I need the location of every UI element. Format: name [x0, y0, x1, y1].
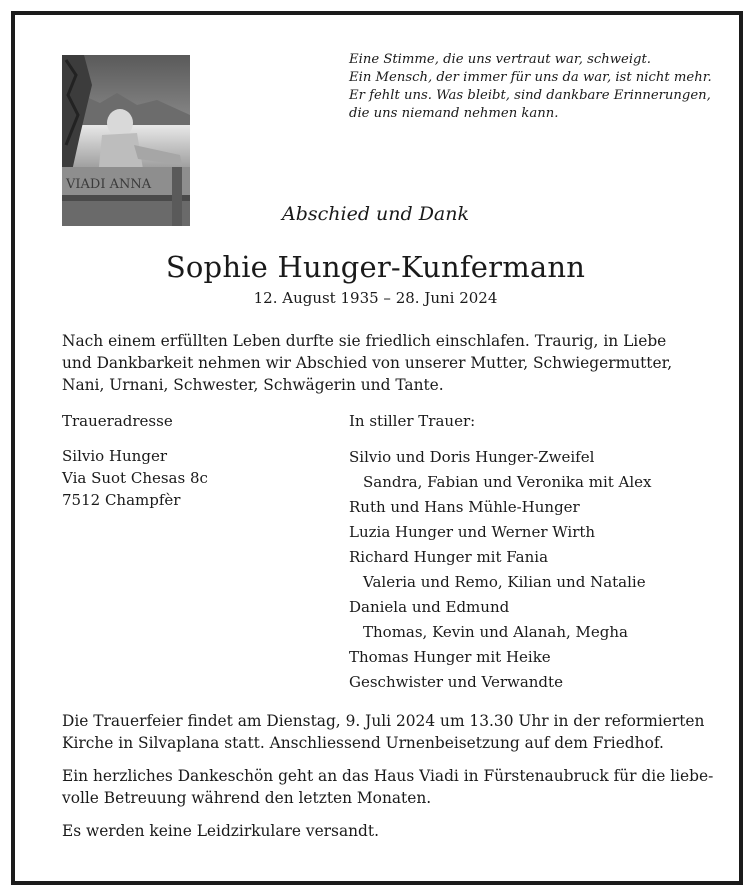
mourner-line: Thomas, Kevin und Alanah, Megha	[363, 623, 628, 641]
address-heading: Traueradresse	[62, 412, 173, 430]
intro-paragraph	[62, 330, 672, 396]
thanks-line: Ein herzliches Dankeschön geht an das Haus Viadi in Fürstenaubruck für die liebe-	[62, 767, 714, 785]
address-line: Silvio Hunger	[62, 447, 167, 465]
portrait-photo	[62, 55, 190, 226]
intro-line: Nach einem erfüllten Leben durfte sie friedlich einschlafen. Traurig, in Liebe	[62, 332, 667, 350]
portrait-photo-graphic	[62, 55, 190, 226]
thanks-line: volle Betreuung während den letzten Monaten.	[62, 789, 432, 807]
address-line: Via Suot Chesas 8c	[62, 469, 208, 487]
intro-line: und Dankbarkeit nehmen wir Abschied von unserer Mutter, Schwiegermutter,	[62, 354, 673, 372]
ceremony-line: Die Trauerfeier findet am Dienstag, 9. Juli 2024 um 13.30 Uhr in der reformierten	[62, 712, 705, 730]
life-dates: 12. August 1935 – 28. Juni 2024	[253, 289, 498, 307]
mourner-line: Valeria und Remo, Kilian und Natalie	[363, 573, 646, 591]
mourner-line: Geschwister und Verwandte	[349, 673, 563, 691]
poem-line: Eine Stimme, die uns vertraut war, schweigt.	[349, 52, 651, 67]
poem-line: die uns niemand nehmen kann.	[349, 106, 559, 121]
bench-engraving: VIADI ANNA	[66, 177, 152, 192]
ceremony-paragraph	[62, 710, 704, 754]
deceased-name: Sophie Hunger-Kunfermann	[165, 250, 586, 284]
mourner-line: Luzia Hunger und Werner Wirth	[349, 523, 596, 541]
closing-note: Es werden keine Leidzirkulare versandt.	[62, 822, 379, 840]
ceremony-line: Kirche in Silvaplana statt. Anschliessend Urnenbeisetzung auf dem Friedhof.	[62, 734, 664, 752]
mourner-line: Thomas Hunger mit Heike	[349, 648, 551, 666]
mourning-address	[62, 412, 208, 511]
subtitle: Abschied und Dank	[281, 203, 470, 225]
mourners-heading: In stiller Trauer:	[349, 412, 476, 430]
mourner-line: Daniela und Edmund	[349, 598, 510, 616]
thanks-paragraph	[62, 765, 713, 809]
address-line: 7512 Champfèr	[62, 491, 181, 509]
poem-line: Er fehlt uns. Was bleibt, sind dankbare Erinnerungen,	[349, 88, 711, 103]
poem-line: Ein Mensch, der immer für uns da war, ist nicht mehr.	[349, 70, 712, 85]
intro-line: Nani, Urnani, Schwester, Schwägerin und Tante.	[62, 376, 444, 394]
poem	[349, 51, 719, 123]
mourner-line: Richard Hunger mit Fania	[349, 548, 549, 566]
mourner-line: Sandra, Fabian und Veronika mit Alex	[363, 473, 652, 491]
mourner-line: Silvio und Doris Hunger-Zweifel	[349, 448, 595, 466]
mourners-list	[349, 412, 652, 695]
mourner-line: Ruth und Hans Mühle-Hunger	[349, 498, 580, 516]
